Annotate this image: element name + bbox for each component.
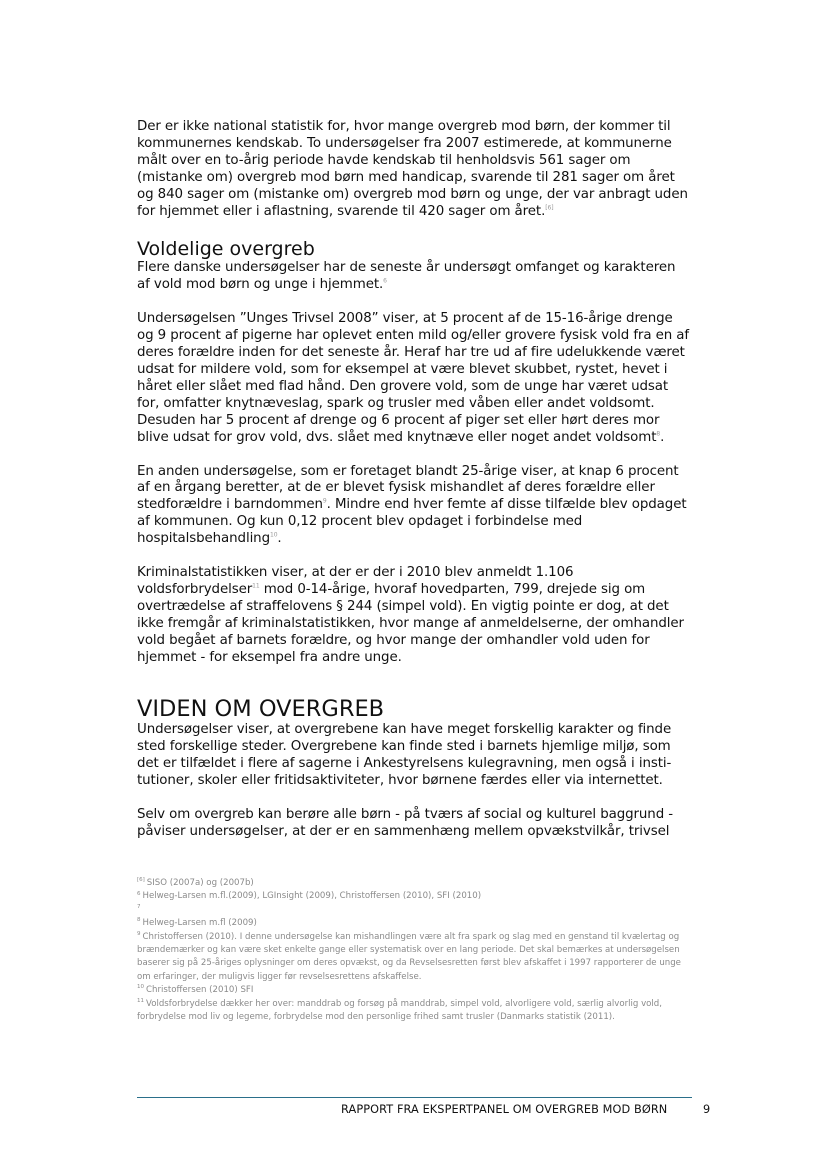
footnote [137, 984, 697, 997]
paragraph-end: . [277, 531, 282, 547]
footnote-text: Helweg-Larsen m.fl.(2009), LGInsight (2009), Christoffersen (2010), SFI (2010) [142, 891, 482, 902]
paragraph-knowledge-2: Selv om overgreb kan berøre alle børn - på tværs af social og kulturel baggrund - påviser undersøgelser, at der er en sammenhæng mellem opvækstvilkår, trivsel [137, 807, 673, 839]
footnote-mark: 10 [137, 984, 144, 991]
paragraph-violence-1 [137, 260, 692, 294]
footnote [137, 917, 697, 930]
footnote [137, 931, 697, 985]
footnote [137, 877, 697, 890]
footnote-ref[interactable]: [6] [545, 204, 554, 212]
paragraph-text-b: mod 0-14-årige, hvoraf hovedparten, 799, drejede sig om overtrædelse af straffelovens § 244 (simpel vold). En vigtig pointe er dog, at det ikke fremgår af kriminalstatistikken, hvor mange af anmeldelserne, der omhandler vold begået af barnets forældre, og hvor mange der omhandler vold uden for hjemmet - for eksempel fra andre unge. [137, 581, 684, 665]
paragraph-text-a: En anden undersøgelse, som er foretaget blandt 25-årige viser, at knap 6 procent af en årgang beretter, at de er blevet fysisk mishandlet af deres forældre eller stedforældre i barndommen [137, 463, 679, 513]
paragraph-violence-4 [137, 565, 692, 666]
heading-viden-om-overgreb: VIDEN OM OVERGREB [137, 696, 385, 723]
footnote-text: Christoffersen (2010). I denne undersøgelse kan mishandlingen være alt fra spark og slag med en genstand til kvælertag og brændemærker og kan være sket enkelte gange eller systematisk over en lang periode. Det skal bemærkes at undersøgelsen baserer sig på 25-åriges oplysninger om deres opvækst, og da Revselsesretten først blev afskaffet i 1997 rapporterer de unge om erfaringer, der muligvis ligger før revselsesrettens afskaffelse. [137, 931, 681, 982]
footnote-ref[interactable]: 10 [269, 531, 278, 539]
footnote-mark: 9 [137, 930, 141, 937]
footnote-text: Christoffersen (2010) SFI [146, 985, 254, 996]
footnote-text: Voldsforbrydelse dækker her over: manddrab og forsøg på manddrab, simpel vold, alvorligere vold, særlig alvorlig vold, forbrydelse mod liv og legeme, forbrydelse mod den personlige frihed samt trusler (Danmarks statistik (2011). [137, 998, 662, 1023]
footnote-ref[interactable]: 8 [656, 430, 661, 438]
paragraph-text: Flere danske undersøgelser har de seneste år undersøgt omfanget og karakteren af vold mod børn og unge i hjemmet. [137, 260, 676, 293]
paragraph-text-a: Kriminalstatistikken viser, at der er der i 2010 blev anmeldt 1.106 voldsforbrydelser [137, 565, 574, 597]
intro-text: Der er ikke national statistik for, hvor mange overgreb mod børn, der kommer til kommunernes kendskab. To undersøgelser fra 2007 estimerede, at kommunerne målt over en to-årig periode havde kendskab til henholdsvis 561 sager om (mistanke om) overgreb mod børn med handicap, svarende til 281 sager om året og 840 sager om (mistanke om) overgreb mod børn og unge, der var anbragt uden for hjemmet eller i aflastning, svarende til 420 sager om året. [137, 119, 688, 219]
footnote-mark: 6 [137, 890, 141, 897]
footnotes [137, 877, 697, 1024]
main-content [137, 119, 692, 841]
footnote-ref[interactable]: 9 [322, 497, 327, 505]
footnote-mark: 7 [137, 903, 141, 910]
footnote-mark: 11 [137, 997, 144, 1004]
footer-divider [137, 1097, 692, 1098]
intro-paragraph [137, 119, 692, 220]
footnote-ref[interactable]: 11 [252, 582, 260, 590]
footnote [137, 904, 697, 917]
footnote-text: SISO (2007a) og (2007b) [146, 878, 254, 888]
footnote [137, 890, 697, 903]
paragraph-violence-2 [137, 311, 692, 446]
paragraph-text-b: . Mindre end hver femte af disse tilfælde blev opdaget af kommunen. Og kun 0,12 procent blev opdaget i forbindelse med hospitalsbehandling [137, 497, 687, 547]
footnote-text: Helweg-Larsen m.fl (2009) [142, 918, 257, 929]
paragraph-end: . [660, 429, 665, 445]
paragraph-violence-3 [137, 464, 692, 549]
paragraph-text: Undersøgelsen ”Unges Trivsel 2008” viser, at 5 procent af de 15-16-årige drenge og 9 procent af pigerne har oplevet enten mild og/eller grovere fysisk vold fra en af deres forældre inden for det seneste år. Heraf har tre ud af fire udelukkende været udsat for mildere vold, som for eksempel at være blevet skubbet, rystet, hevet i håret eller slået med flad hånd. Den grovere vold, som de unge har været udsat for, omfatter knytnæveslag, spark og trusler med våben eller andet voldsomt. Desuden har 5 procent af drenge og 6 procent af piger set eller hørt deres mor blive udsat for grov vold, dvs. slået med knytnæve eller noget andet voldsomt [137, 311, 690, 445]
footer-title: RAPPORT FRA EKSPERTPANEL OM OVERGREB MOD BØRN [341, 1103, 668, 1116]
page-number: 9 [703, 1103, 711, 1116]
heading-voldelige-overgreb: Voldelige overgreb [137, 238, 315, 261]
footnote-ref[interactable]: 6 [383, 277, 387, 285]
paragraph-knowledge-1: Undersøgelser viser, at overgrebene kan have meget forskellig karakter og finde sted forskellige steder. Overgrebene kan finde sted i barnets hjemlige miljø, som det er tilfældet i flere af sagerne i Ankestyrelsens kulegravning, men også i insti-tutioner, skoler eller fritidsaktiviteter, hvor børnene færdes eller via internettet. [137, 722, 672, 789]
footnote [137, 998, 697, 1025]
footnote-mark: [6] [137, 877, 145, 884]
footnote-mark: 8 [137, 917, 141, 924]
